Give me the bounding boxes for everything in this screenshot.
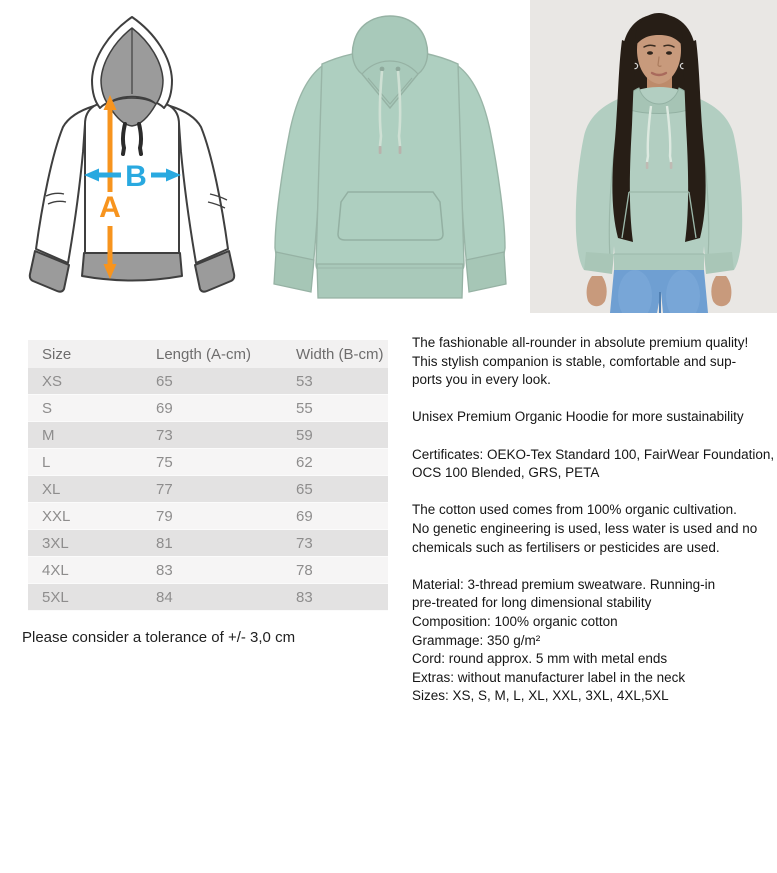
tolerance-note: Please consider a tolerance of +/- 3,0 cm bbox=[22, 629, 296, 646]
length-cell: 83 bbox=[156, 557, 296, 584]
size-cell: XXL bbox=[28, 503, 156, 530]
description-paragraph: Unisex Premium Organic Hoodie for more sustainability bbox=[412, 409, 744, 425]
table-row bbox=[28, 368, 388, 395]
description-paragraph: Certificates: OEKO-Tex Standard 100, FairWear Foundation, OCS 100 Blended, GRS, PETA bbox=[412, 446, 775, 481]
header-row bbox=[28, 340, 388, 368]
width-cell: 59 bbox=[296, 422, 388, 449]
table-row bbox=[28, 422, 388, 449]
column-length: Length (A-cm) bbox=[156, 340, 296, 368]
product-flat-image bbox=[268, 8, 512, 306]
size-cell: L bbox=[28, 449, 156, 476]
length-cell: 79 bbox=[156, 503, 296, 530]
width-cell: 62 bbox=[296, 449, 388, 476]
product-description bbox=[412, 334, 775, 724]
column-width: Width (B-cm) bbox=[296, 340, 388, 368]
table-row bbox=[28, 449, 388, 476]
table-row bbox=[28, 395, 388, 422]
flat-hoodie-illustration bbox=[274, 16, 506, 298]
size-cell: 4XL bbox=[28, 557, 156, 584]
width-cell: 53 bbox=[296, 368, 388, 395]
column-size: Size bbox=[28, 340, 156, 368]
model-illustration bbox=[530, 0, 777, 313]
hoodie-line-drawing bbox=[30, 17, 234, 292]
description-paragraph: The cotton used comes from 100% organic cultivation. No genetic engineering is used, less water is used and no chemicals such as fertilisers or pesticides are used. bbox=[412, 502, 758, 555]
size-cell: S bbox=[28, 395, 156, 422]
width-cell: 83 bbox=[296, 584, 388, 611]
size-cell: 5XL bbox=[28, 584, 156, 611]
length-cell: 65 bbox=[156, 368, 296, 395]
length-cell: 81 bbox=[156, 530, 296, 557]
size-diagram-image bbox=[22, 12, 252, 304]
table-row bbox=[28, 530, 388, 557]
size-cell: 3XL bbox=[28, 530, 156, 557]
size-cell: M bbox=[28, 422, 156, 449]
width-cell: 69 bbox=[296, 503, 388, 530]
width-cell: 78 bbox=[296, 557, 388, 584]
product-image-row bbox=[0, 0, 777, 320]
length-label: A bbox=[99, 191, 121, 224]
size-cell: XL bbox=[28, 476, 156, 503]
width-cell: 73 bbox=[296, 530, 388, 557]
size-table-header bbox=[28, 340, 388, 368]
table-row bbox=[28, 503, 388, 530]
description-paragraph: Material: 3-thread premium sweatware. Running-in pre-treated for long dimensional stability Composition: 100% organic cotton Grammage: 350 g/m² Cord: round approx. 5 mm with metal ends Extras: without manufacturer label in the neck Sizes: XS, S, M, L, XL, XXL, 3XL, 4XL,5XL bbox=[412, 576, 716, 704]
table-row bbox=[28, 476, 388, 503]
width-label: B bbox=[125, 160, 147, 193]
size-cell: XS bbox=[28, 368, 156, 395]
description-paragraph: The fashionable all-rounder in absolute premium quality! This stylish companion is stable, comfortable and sup- ports you in every look. bbox=[412, 335, 749, 388]
table-row bbox=[28, 584, 388, 611]
length-cell: 69 bbox=[156, 395, 296, 422]
model-photo-image bbox=[530, 0, 777, 313]
table-row bbox=[28, 557, 388, 584]
size-chart bbox=[28, 340, 388, 611]
length-cell: 77 bbox=[156, 476, 296, 503]
width-cell: 65 bbox=[296, 476, 388, 503]
length-cell: 84 bbox=[156, 584, 296, 611]
length-cell: 75 bbox=[156, 449, 296, 476]
length-cell: 73 bbox=[156, 422, 296, 449]
size-table bbox=[28, 340, 388, 611]
size-table-body bbox=[28, 368, 388, 611]
width-cell: 55 bbox=[296, 395, 388, 422]
